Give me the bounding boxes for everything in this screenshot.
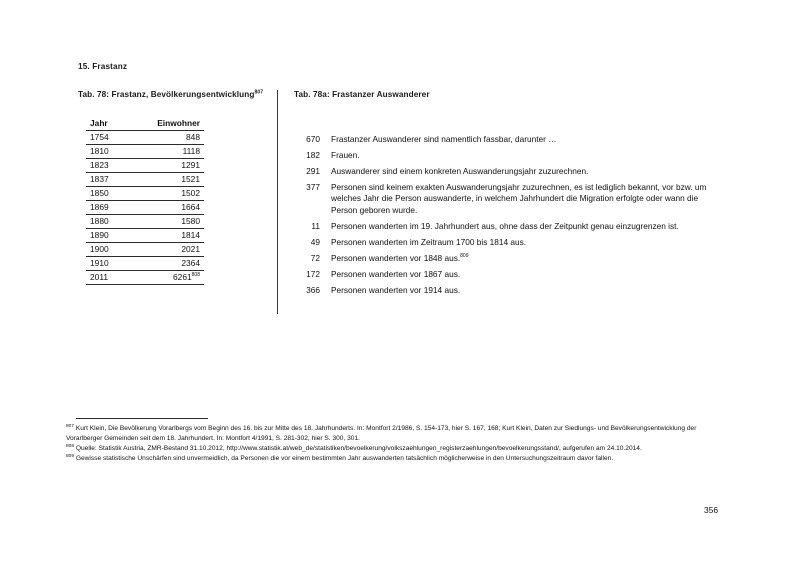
footnote-text: Kurt Klein, Die Bevölkerung Vorarlbergs vom Beginn des 16. bis zur Mitte des 18. Jahrhunderts. In: Montfort 2/1986, S. 154-173, hier S. 167, 168; Kurt Klein, Daten zur Siedlungs- und Bevölkerungsentwicklung der Vorarlberger Gemeinden seit dem 18. Jahrhundert. In: Montfort 4/1991, S. 281-302, hier S. 300, 301. xyxy=(66,425,697,443)
cell-year: 1900 xyxy=(86,242,140,256)
cell-year: 1890 xyxy=(86,228,140,242)
list-item-count: 291 xyxy=(306,165,320,176)
cell-population-value: 1502 xyxy=(181,188,200,198)
list-item xyxy=(294,253,724,265)
column-divider xyxy=(277,90,278,314)
table-row xyxy=(86,144,204,158)
table-row xyxy=(86,242,204,256)
cell-population xyxy=(140,186,204,200)
cell-population xyxy=(140,130,204,144)
cell-year: 1810 xyxy=(86,144,140,158)
table-caption-left-text: Tab. 78: Frastanz, Bevölkerungsentwicklung xyxy=(78,90,255,99)
table-row xyxy=(86,270,204,284)
list-item-description-text: Personen wanderten vor 1848 aus. xyxy=(331,252,461,263)
cell-year: 1850 xyxy=(86,186,140,200)
cell-population xyxy=(140,158,204,172)
cell-year: 2011 xyxy=(86,270,140,284)
cell-population-value: 2364 xyxy=(181,258,200,268)
cell-population-value: 1118 xyxy=(182,146,200,156)
list-item-description-text: Auswanderer sind einem konkreten Auswanderungsjahr zuzurechnen. xyxy=(331,165,589,176)
list-item-count: 182 xyxy=(306,149,320,160)
list-item-description xyxy=(331,166,724,178)
cell-year: 1754 xyxy=(86,130,140,144)
table-row xyxy=(86,200,204,214)
list-item-description xyxy=(331,253,724,265)
section-heading: 15. Frastanz xyxy=(78,62,128,71)
list-item-description xyxy=(331,150,724,162)
list-item-count: 172 xyxy=(306,268,320,279)
list-item-description-text: Frastanzer Auswanderer sind namentlich fassbar, darunter … xyxy=(331,134,557,144)
cell-year: 1910 xyxy=(86,256,140,270)
list-item-description xyxy=(331,269,724,281)
list-item-description xyxy=(331,237,724,249)
page-number: 356 xyxy=(704,505,718,515)
list-item-description-text: Personen sind keinem exakten Auswanderungsjahr zuzurechnen, es ist lediglich bekannt, vor bzw. um welches Jahr die Person auswanderte, in welchem Jahrhundert die Migration erfolgte oder wann die Person geboren wurde. xyxy=(331,181,707,216)
footnote-block xyxy=(66,424,734,464)
cell-population xyxy=(140,228,204,242)
list-item xyxy=(294,269,724,281)
list-item-description-text: Personen wanderten vor 1914 aus. xyxy=(331,284,461,295)
table-row xyxy=(86,214,204,228)
cell-year: 1837 xyxy=(86,172,140,186)
table-row xyxy=(86,256,204,270)
list-item-count: 377 xyxy=(306,181,320,192)
footnote-separator-rule xyxy=(76,418,208,419)
list-item-count: 670 xyxy=(306,134,320,144)
footnote-text: Quelle: Statistik Austria, ZMR-Bestand 31.10.2012, http://www.statistik.at/web_de/statistiken/bevoelkerung/volkszaehlungen_registerzaehlungen/bevoelkerungsstand/, aufgerufen am 24.10.2014. xyxy=(75,445,642,453)
population-table xyxy=(86,117,204,285)
cell-population xyxy=(140,256,204,270)
footnote-marker: 807 xyxy=(66,423,75,429)
list-item-description-text: Frauen. xyxy=(331,149,360,160)
cell-population-value: 2021 xyxy=(181,244,200,254)
list-item-description xyxy=(331,221,724,233)
list-item-count: 366 xyxy=(306,284,320,295)
list-item-description-text: Personen wanderten im 19. Jahrhundert aus, ohne dass der Zeitpunkt genau einzugrenzen ist. xyxy=(331,221,679,232)
footnote-marker: 808 xyxy=(66,443,75,449)
emigrant-statistics-list xyxy=(294,134,724,300)
list-item-count: 11 xyxy=(311,221,320,232)
list-item-description xyxy=(331,285,724,297)
table-row xyxy=(86,158,204,172)
column-header-year: Jahr xyxy=(86,117,140,130)
list-item xyxy=(294,166,724,178)
column-header-population: Einwohner xyxy=(140,117,204,130)
list-item xyxy=(294,237,724,249)
cell-population xyxy=(140,144,204,158)
cell-year: 1823 xyxy=(86,158,140,172)
footnote-text: Gewisse statistische Unschärfen sind unvermeidlich, da Personen die vor einem bestimmten Jahr auswanderten tatsächlich möglicherweise in den Untersuchungszeitraum davor fallen. xyxy=(75,455,614,463)
table-caption-left xyxy=(78,90,263,99)
list-item xyxy=(294,182,724,217)
cell-population xyxy=(140,200,204,214)
cell-population xyxy=(140,270,204,284)
list-item-description xyxy=(331,182,724,217)
footnote-ref-807: 807 xyxy=(254,89,264,96)
footnote-item xyxy=(66,454,734,464)
cell-population-value: 1521 xyxy=(181,174,200,184)
list-item xyxy=(294,285,724,297)
table-caption-right: Tab. 78a: Frastanzer Auswanderer xyxy=(294,90,430,99)
list-item-count: 49 xyxy=(310,236,320,247)
list-item-description xyxy=(331,134,724,146)
cell-population-value: 1291 xyxy=(181,160,200,170)
list-item xyxy=(294,150,724,162)
list-item xyxy=(294,221,724,233)
cell-population xyxy=(140,242,204,256)
cell-year: 1880 xyxy=(86,214,140,228)
cell-population-value: 1580 xyxy=(181,216,200,226)
list-item-description-text: Personen wanderten im Zeitraum 1700 bis 1814 aus. xyxy=(331,236,527,247)
table-row xyxy=(86,130,204,144)
table-header-row xyxy=(86,117,204,130)
footnote-ref-809: 809 xyxy=(460,253,469,260)
population-table-body xyxy=(86,130,204,284)
table-row xyxy=(86,172,204,186)
list-item xyxy=(294,134,724,146)
list-item-count: 72 xyxy=(310,252,320,263)
cell-population-value: 1814 xyxy=(181,230,200,240)
table-row xyxy=(86,186,204,200)
footnote-ref-808: 808 xyxy=(191,272,200,279)
table-row xyxy=(86,228,204,242)
cell-population-value: 6261 xyxy=(173,272,192,282)
footnote-item xyxy=(66,444,734,454)
list-item-description-text: Personen wanderten vor 1867 aus. xyxy=(331,268,461,279)
footnote-item xyxy=(66,424,734,444)
population-table-head xyxy=(86,117,204,130)
cell-population xyxy=(140,214,204,228)
footnote-marker: 809 xyxy=(66,453,75,459)
cell-population-value: 848 xyxy=(186,132,200,142)
cell-population xyxy=(140,172,204,186)
cell-population-value: 1664 xyxy=(181,202,200,212)
cell-year: 1869 xyxy=(86,200,140,214)
